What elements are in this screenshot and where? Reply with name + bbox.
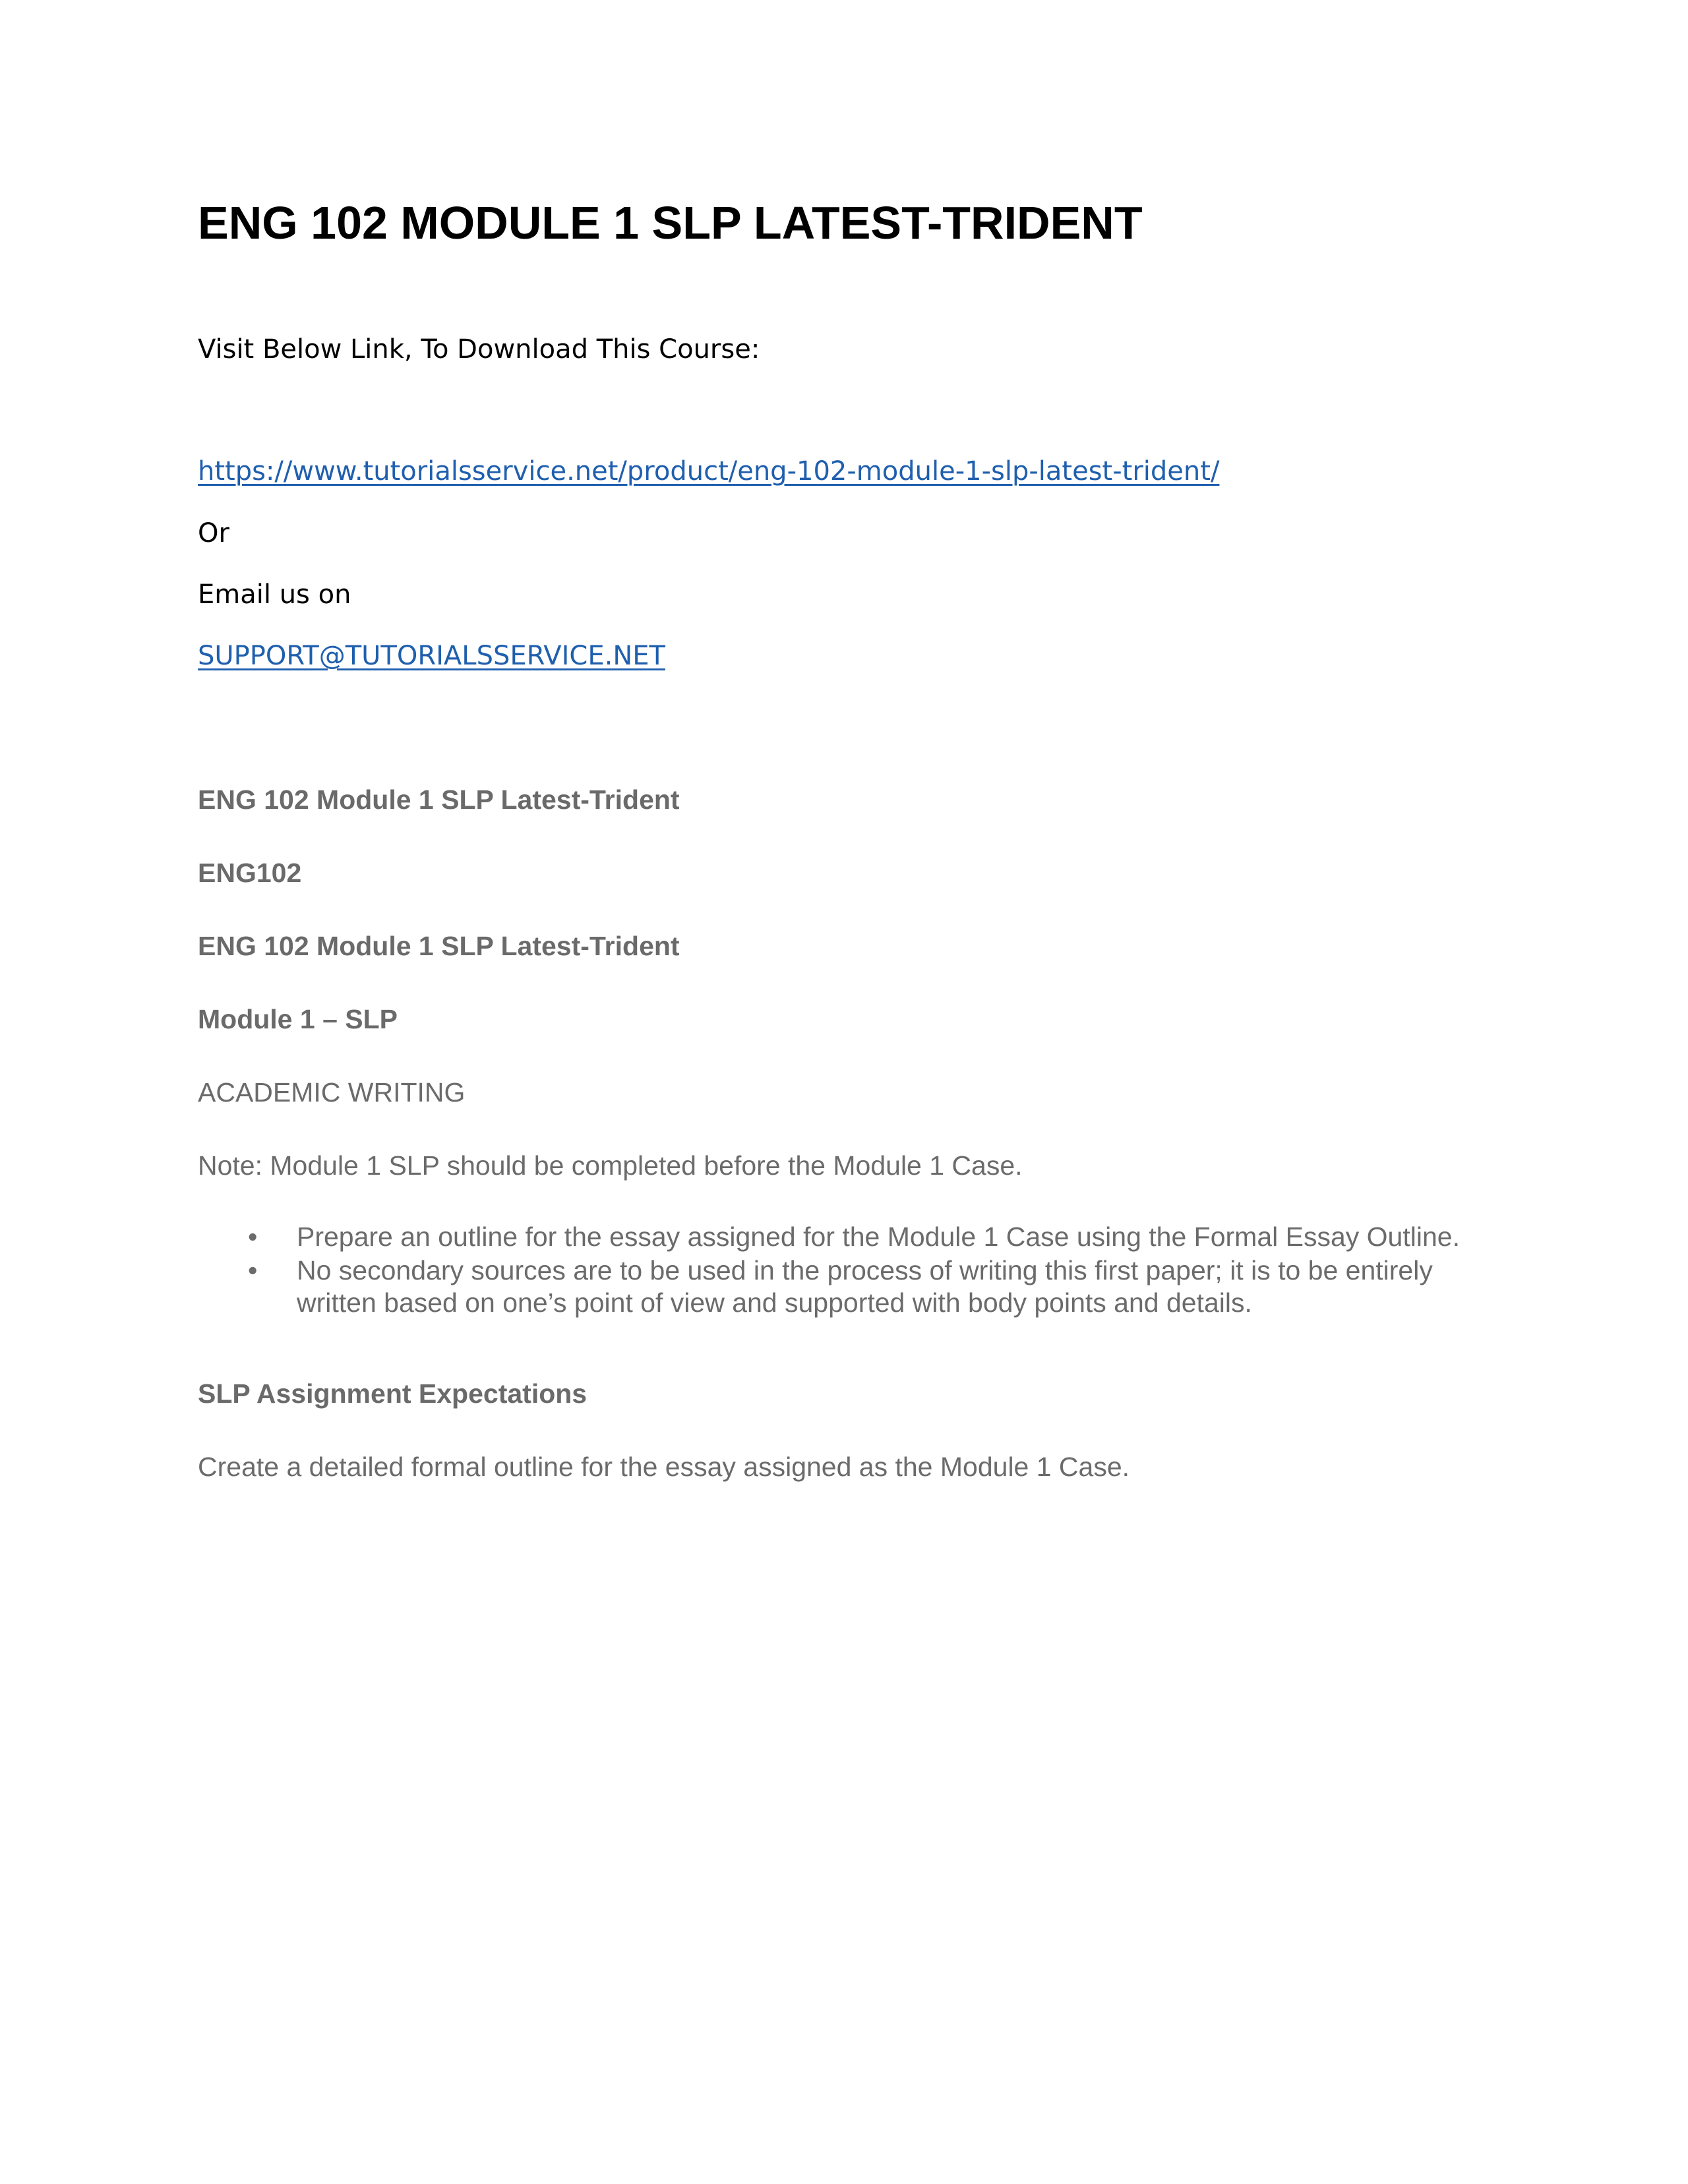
- list-item: [198, 1221, 1517, 1253]
- list-item-text: No secondary sources are to be used in the process of writing this first paper; it is to be entirely written based on one’s point of view and supported with body points and details.: [297, 1255, 1433, 1318]
- course-code: ENG102: [198, 858, 302, 888]
- expectations-text: Create a detailed formal outline for the essay assigned as the Module 1 Case.: [198, 1452, 1130, 1482]
- course-link-line: [198, 455, 1219, 488]
- document-title: ENG 102 MODULE 1 SLP LATEST-TRIDENT: [198, 197, 1143, 249]
- expectations-heading: SLP Assignment Expectations: [198, 1378, 588, 1409]
- email-link-line: [198, 639, 665, 672]
- section-label: ACADEMIC WRITING: [198, 1077, 466, 1107]
- or-text: Or: [198, 518, 229, 548]
- course-download-link[interactable]: https://www.tutorialsservice.net/product/eng-102-module-1-slp-latest-trident/: [198, 456, 1220, 487]
- course-heading-repeat: ENG 102 Module 1 SLP Latest-Trident: [198, 931, 680, 961]
- support-email-link[interactable]: SUPPORT@TUTORIALSSERVICE.NET: [198, 641, 665, 671]
- email-prompt: Email us on: [198, 579, 351, 610]
- list-item: [198, 1254, 1517, 1319]
- instruction-list: [198, 1221, 1517, 1320]
- module-label: Module 1 – SLP: [198, 1004, 398, 1034]
- course-heading: ENG 102 Module 1 SLP Latest-Trident: [198, 784, 680, 815]
- bullet-icon: •: [248, 1222, 258, 1252]
- bullet-icon: •: [248, 1255, 258, 1285]
- list-item-text: Prepare an outline for the essay assigned for the Module 1 Case using the Formal Essay Outline.: [297, 1222, 1460, 1252]
- module-note: Note: Module 1 SLP should be completed before the Module 1 Case.: [198, 1150, 1023, 1181]
- visit-instruction: Visit Below Link, To Download This Course:: [198, 334, 760, 365]
